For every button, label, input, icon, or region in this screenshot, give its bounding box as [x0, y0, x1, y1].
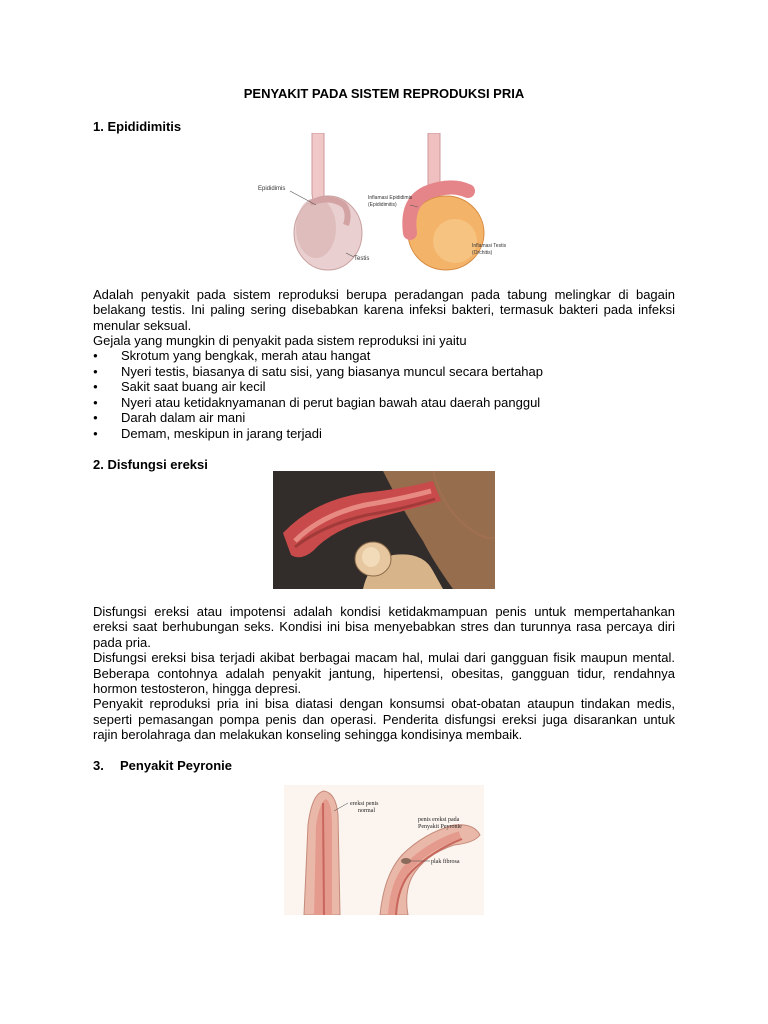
paragraph: Disfungsi ereksi bisa terjadi akibat berbagai macam hal, mulai dari gangguan fisik maupun mental. Beberapa contohnya adalah penyakit jantung, hipertensi, obesitas, gangguan tidur, rendahnya hormon testosteron, hingga depresi. — [93, 650, 675, 697]
label-epididimitis: (Epididimitis) — [368, 202, 397, 208]
label-testis: Testis — [354, 256, 370, 262]
label-plak-fibrosa: plak fibrosa — [431, 859, 460, 865]
paragraph: Adalah penyakit pada sistem reproduksi berupa peradangan pada tabung melingkar di bagain belakang testis. Ini paling sering disebabkan karena infeksi bakteri, termasuk bakteri pada infeksi menular seksual. — [93, 287, 675, 333]
symptom-list — [93, 348, 683, 442]
epididimitis-text — [93, 287, 675, 349]
section-heading-epididimitis: 1. Epididimitis — [93, 119, 182, 134]
label-peyronie-1: penis ereksi pada — [418, 817, 460, 823]
paragraph: Gejala yang mungkin di penyakit pada sistem reproduksi ini yaitu — [93, 333, 467, 349]
list-item: ● Darah dalam air mani — [93, 410, 683, 426]
list-item: ● Nyeri atau ketidaknyamanan di perut bagian bawah atau daerah panggul — [93, 395, 683, 411]
disfungsi-ereksi-text — [93, 604, 675, 743]
label-ereksi-normal-2: normal — [358, 808, 375, 814]
disfungsi-ereksi-figure — [273, 471, 495, 589]
section-heading-disfungsi-ereksi: 2. Disfungsi ereksi — [93, 457, 208, 472]
label-orchitis: (Orchitis) — [472, 250, 493, 256]
peyronie-figure — [284, 785, 484, 915]
list-item: ● Nyeri testis, biasanya di satu sisi, yang biasanya muncul secara bertahap — [93, 364, 683, 380]
paragraph: Disfungsi ereksi atau impotensi adalah kondisi ketidakmampuan penis untuk mempertahankan ereksi saat berhubungan seks. Kondisi ini bisa menyebabkan stres dan turunnya rasa percaya diri pada pria. — [93, 604, 675, 650]
paragraph: Penyakit reproduksi pria ini bisa diatasi dengan konsumsi obat-obatan ataupun tindakan medis, seperti pemasangan pompa penis dan operasi. Penderita disfungsi ereksi juga disarankan untuk rajin berolahraga dan melakukan konseling sehingga kondisinya membaik. — [93, 696, 675, 743]
label-inflamasi-epididimis: Inflamasi Epididimis — [368, 195, 413, 201]
list-item: ● Skrotum yang bengkak, merah atau hangat — [93, 348, 683, 364]
label-peyronie-2: Penyakit Peyronie — [418, 824, 462, 830]
label-epididimis: Epididimis — [258, 186, 286, 192]
epididimitis-figure — [250, 133, 525, 273]
page-title: PENYAKIT PADA SISTEM REPRODUKSI PRIA — [243, 86, 525, 101]
label-inflamasi-testis: Inflamasi Testis — [472, 243, 507, 249]
list-item: ● Demam, meskipun in jarang terjadi — [93, 426, 683, 442]
label-ereksi-normal-1: ereksi penis — [350, 801, 379, 807]
section-number-peyronie: 3. — [93, 758, 104, 773]
list-item: ● Sakit saat buang air kecil — [93, 379, 683, 395]
section-heading-peyronie: Penyakit Peyronie — [120, 758, 232, 773]
